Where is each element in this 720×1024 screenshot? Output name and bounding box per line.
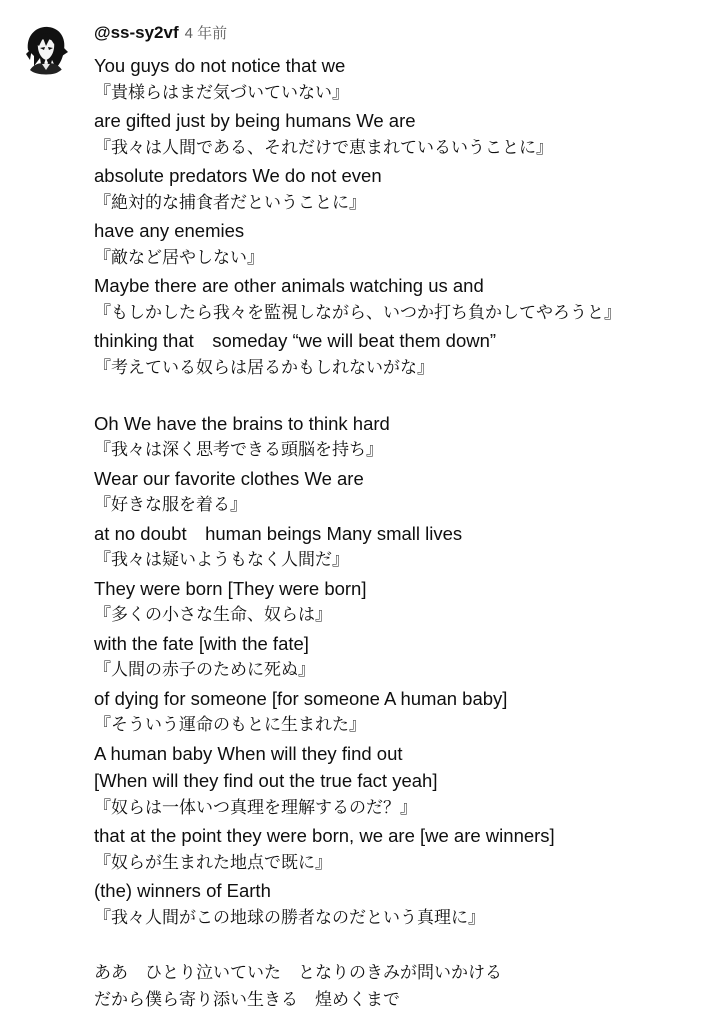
comment-line: (the) winners of Earth (94, 880, 271, 901)
comment-blank-line (94, 382, 714, 410)
comment-line: 『我々は深く思考できる頭脳を持ち』 (94, 440, 383, 460)
comment-line: thinking that someday “we will beat them down” (94, 330, 497, 351)
comment-line: A human baby When will they find out (94, 742, 403, 764)
comment-line: ああ ひとり泣いていた となりのきみが問いかける (94, 962, 502, 983)
comment-blank-line (94, 932, 714, 960)
comment-line: [When will they find out the true fact yeah] (94, 770, 438, 791)
anime-character-avatar-icon (16, 20, 72, 76)
comment-line: 『人間の赤子のために死ぬ』 (94, 660, 315, 680)
comment-line: 『我々人間がこの地球の勝者なのだという真理に』 (94, 907, 485, 928)
comment-line: They were born [They were born] (94, 577, 367, 599)
comment-line: だから僕ら寄り添い生きる 煌めくまで (94, 990, 400, 1010)
author-name-link[interactable]: @ss-sy2vf (94, 23, 179, 42)
comment-line: You guys do not notice that we (94, 55, 346, 76)
comment-line: 『絶対的な捕食者だということに』 (94, 192, 366, 213)
comment-header (94, 22, 227, 48)
comment-timestamp[interactable]: 4 年前 (184, 25, 228, 42)
comment-line: with the fate [with the fate] (94, 632, 309, 654)
comment-line: 『奴らは一体いつ真理を理解するのだ？』 (94, 797, 417, 818)
comment-line: Wear our favorite clothes We are (94, 467, 364, 489)
comment-line: at no doubt human beings Many small lives (94, 522, 463, 544)
comment-line: are gifted just by being humans We are (94, 110, 416, 131)
comment-body (94, 52, 714, 1015)
comment-line: of dying for someone [for someone A human baby] (94, 687, 508, 709)
comment-line: absolute predators We do not even (94, 165, 382, 186)
comment-line: 『貴様らはまだ気づいていない』 (94, 82, 349, 103)
comment-line: 『我々は人間である、それだけで恵まれているいうことに』 (94, 137, 553, 158)
comment-line: Maybe there are other animals watching us and (94, 275, 484, 296)
comment-line: that at the point they were born, we are [we are winners] (94, 825, 555, 846)
comment-line: 『我々は疑いようもなく人間だ』 (94, 550, 349, 570)
author-avatar[interactable] (16, 20, 72, 76)
comment-line: 『考えている奴らは居るかもしれないがな』 (94, 357, 434, 378)
comment-line: 『好きな服を着る』 (94, 495, 247, 515)
comment-line: have any enemies (94, 220, 245, 241)
comment-line: Oh We have the brains to think hard (94, 412, 390, 434)
comment-line: 『そういう運命のもとに生まれた』 (94, 715, 366, 735)
comment-line: 『奴らが生まれた地点で既に』 (94, 852, 332, 873)
comment-line: 『多くの小さな生命、奴らは』 (94, 605, 332, 625)
comment-line: 『もしかしたら我々を監視しながら、いつか打ち負かしてやろうと』 (94, 302, 621, 323)
comment-line: 『敵など居やしない』 (94, 247, 264, 268)
